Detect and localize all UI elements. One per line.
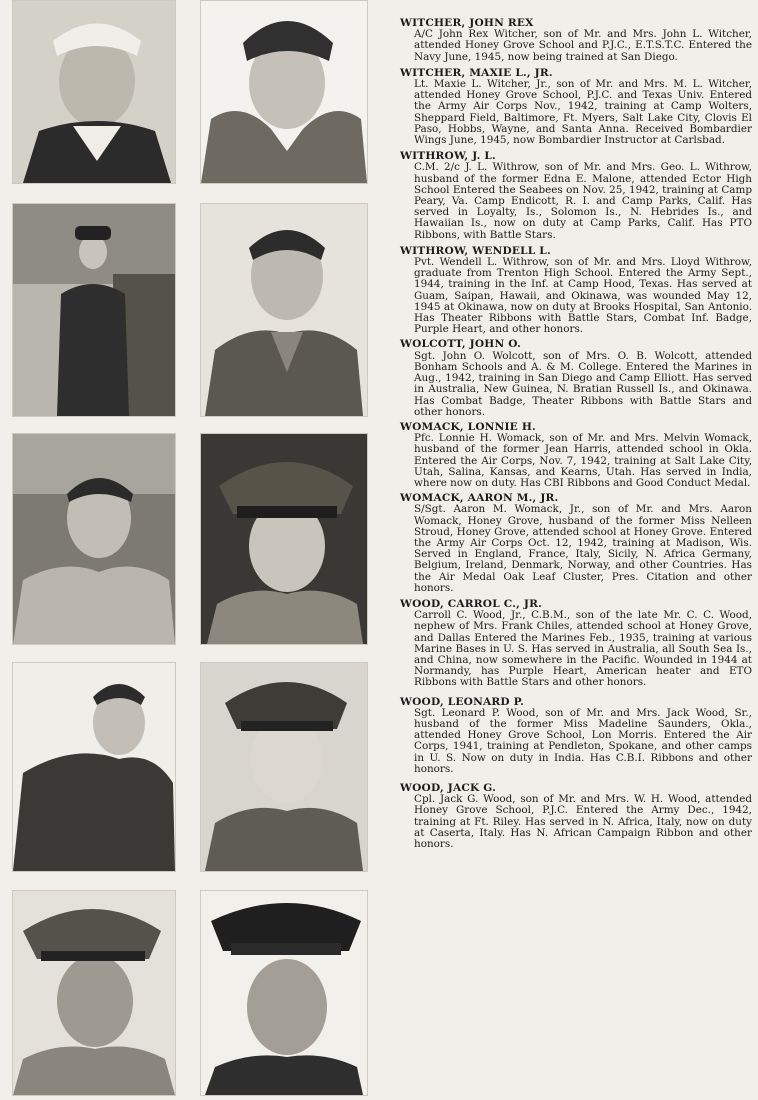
entry-name: WOMACK, AARON M., JR.: [400, 492, 559, 505]
biography-column: [400, 18, 752, 850]
portrait-photo: [12, 0, 176, 184]
entry-name: WITCHER, JOHN REX: [400, 17, 534, 29]
portrait-photo: [12, 203, 176, 417]
biography-entry: [400, 697, 752, 775]
portrait-photo: [12, 890, 176, 1096]
biography-entry: [400, 151, 752, 241]
biography-entry: [400, 68, 752, 146]
entry-bio: Lt. Maxie L. Witcher, Jr., son of Mr. and Mrs. M. L. Witcher, attended Honey Grove School, P.J.C. and Texas Univ. Entered the Army Air Corps Nov., 1942, training at Camp Wolters, Sheppard Field, Baltimore, Ft. Myers, Salt Lake City, Clovis El Paso, Hobbs, Wayne, and Santa Anna. Received Bombardier Wings June, 1945, now Bombardier Instructor at Carlsbad.: [414, 78, 752, 147]
entry-name: WOLCOTT, JOHN O.: [400, 338, 521, 351]
entry-name: WOOD, CARROL C., JR.: [400, 597, 542, 610]
portrait-photo: [200, 0, 368, 184]
biography-entry: [400, 246, 752, 336]
entry-name: WOOD, LEONARD P.: [400, 695, 524, 708]
entry-bio: A/C John Rex Witcher, son of Mr. and Mrs. John L. Witcher, attended Honey Grove School and P.J.C., E.T.S.T.C. Entered the Navy June, 1945, now being trained at San Diego.: [414, 28, 752, 63]
portrait-photo: [12, 662, 176, 872]
entry-bio: Carroll C. Wood, Jr., C.B.M., son of the late Mr. C. C. Wood, nephew of Mrs. Frank Chiles, attended school at Honey Grove, and Dallas Entered the Marines Feb., 1935, training at various Marine Bases in U. S. Has served in Australia, all South Sea Is., and China, now somewhere in the Pacific. Wounded in 1944 at Normandy, has Purple Heart, American heater and ETO Ribbons with Battle Stars and other honors.: [414, 609, 752, 689]
entry-bio: Pfc. Lonnie H. Womack, son of Mr. and Mrs. Melvin Womack, husband of the former Jean Harris, attended school in Okla. Entered the Air Corps, Nov. 7, 1942, training at Salt Lake City, Utah, Salina, Kansas, and Kearns, Utah. Has served in India, where now on duty. Has CBI Ribbons and Good Conduct Medal.: [414, 432, 752, 489]
entry-bio: S/Sgt. Aaron M. Womack, Jr., son of Mr. and Mrs. Aaron Womack, Honey Grove, husband of the former Miss Nelleen Stroud, Honey Grove, attended school at Honey Grove. Entered the Army Air Corps Oct. 12, 1942, training at Madison, Wis. Served in England, France, Italy, Sicily, N. Africa Germany, Belgium, Ireland, Denmark, Norway, and other Countries. Has the Air Medal Oak Leaf Cluster, Pres. Citation and other honors.: [414, 503, 752, 594]
entry-bio: Pvt. Wendell L. Withrow, son of Mr. and Mrs. Lloyd Withrow, graduate from Trenton High School. Entered the Army Sept., 1944, training in the Inf. at Camp Hood, Texas. Has served at Guam, Saipan, Hawaii, and Okinawa, was wounded May 12, 1945 at Okinawa, now on duty at Brooks Hospital, San Antonio. Has Theater Ribbons with Battle Stars, Combat Inf. Badge, Purple Heart, and other honors.: [414, 256, 752, 336]
entry-bio: Sgt. John O. Wolcott, son of Mrs. O. B. Wolcott, attended Bonham Schools and A. & M. College. Entered the Marines in Aug., 1942, training in San Diego and Camp Elliott. Has served in Australia, New Guinea, N. Bratian Russell Is., and Okinawa. Has Combat Badge, Theater Ribbons with Battle Stars and other honors.: [414, 349, 752, 418]
entry-bio: Cpl. Jack G. Wood, son of Mr. and Mrs. W. H. Wood, attended Honey Grove School, P.J.C. Entered the Army Dec., 1942, training at Ft. Riley. Has served in N. Africa, Italy, now on duty at Caserta, Italy. Has N. African Campaign Ribbon and other honors.: [414, 793, 752, 851]
biography-entry: [400, 493, 752, 594]
portrait-photo: [200, 662, 368, 872]
biography-entry: [400, 339, 752, 417]
biography-entry: [400, 599, 752, 689]
entry-name: WITCHER, MAXIE L., JR.: [400, 66, 553, 79]
portrait-grid: [6, 0, 366, 1100]
entry-name: WITHROW, WENDELL L.: [400, 244, 551, 257]
biography-entry: [400, 783, 752, 850]
portrait-photo: [12, 433, 176, 645]
portrait-photo: [200, 203, 368, 417]
biography-entry: [400, 18, 752, 63]
entry-name: WOOD, JACK G.: [400, 782, 497, 794]
portrait-photo: [200, 890, 368, 1096]
entry-name: WITHROW, J. L.: [400, 150, 496, 163]
portrait-photo: [200, 433, 368, 645]
entry-name: WOMACK, LONNIE H.: [400, 420, 536, 433]
entry-bio: C.M. 2/c J. L. Withrow, son of Mr. and Mrs. Geo. L. Withrow, husband of the former Edna E. Malone, attended Ector High School Entered the Seabees on Nov. 25, 1942, training at Camp Peary, Va. Camp Endicott, R. I. and Camp Parks, Calif. Has served in Loyalty, Is., Solomon Is., N. Hebrides Is., and Hawaiian Is., now on duty at Camp Parks, Calif. Has PTO Ribbons, with Battle Stars.: [414, 161, 752, 241]
biography-entry: [400, 422, 752, 489]
entry-bio: Sgt. Leonard P. Wood, son of Mr. and Mrs. Jack Wood, Sr., husband of the former Miss Madeline Saunders, Okla., attended Honey Grove School, Lon Morris. Entered the Air Corps, 1941, training at Pendleton, Spokane, and other camps in U. S. Now on duty in India. Has C.B.I. Ribbons and other honors.: [414, 706, 752, 775]
